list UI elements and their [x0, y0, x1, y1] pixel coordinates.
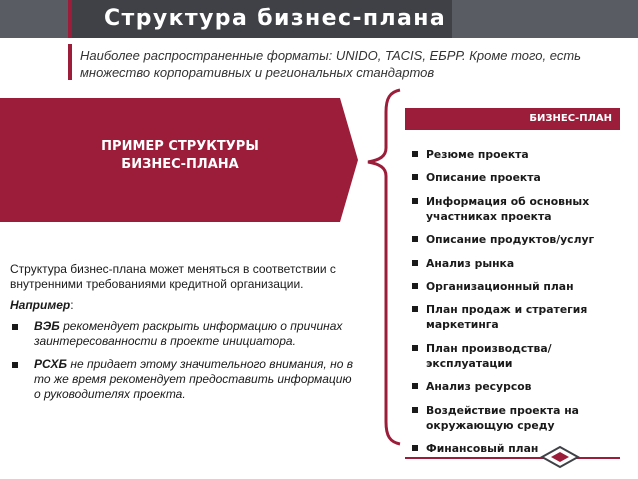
curly-brace-icon [360, 88, 405, 448]
plan-header: БИЗНЕС-ПЛАН [405, 108, 620, 130]
subtitle-accent-stripe [68, 44, 72, 80]
example-colon: : [70, 298, 74, 312]
org-name: ВЭБ [34, 319, 60, 333]
plan-item-label: Воздействие проекта на окружающую среду [426, 403, 579, 432]
bullet-icon [412, 151, 418, 157]
bullet-icon [412, 345, 418, 351]
example-structure-box [0, 98, 360, 222]
plan-item-label: Резюме проекта [426, 148, 529, 161]
list-item [410, 379, 625, 394]
list-item [410, 341, 625, 371]
bullet-icon [412, 260, 418, 266]
bullet-icon [412, 445, 418, 451]
example-box-label [80, 138, 280, 174]
bullet-icon [412, 407, 418, 413]
example-box-line2: БИЗНЕС-ПЛАНА [121, 157, 239, 172]
plan-item-label: Организационный план [426, 279, 574, 293]
list-item [410, 232, 625, 247]
plan-item-label: План продаж и стратегия маркетинга [426, 303, 588, 332]
bullet-icon [412, 236, 418, 242]
plan-item-label: Описание продуктов/услуг [426, 233, 595, 247]
subtitle: Наиболее распространенные форматы: UNIDO, TACIS, ЕБРР. Кроме того, есть множество корпоративных и региональных стандартов [80, 48, 581, 80]
bullet-icon [412, 383, 418, 389]
example-heading [10, 298, 360, 313]
plan-item-label: Финансовый план [426, 441, 539, 455]
org-name: РСХБ [34, 357, 68, 371]
plan-item-label: Анализ ресурсов [426, 380, 532, 394]
example-label: Например [10, 298, 71, 312]
bullet-icon [412, 198, 418, 204]
plan-item-label: Анализ рынка [426, 256, 515, 270]
plan-item-label: План производства/эксплуатации [426, 341, 552, 370]
list-item [10, 319, 360, 349]
org-list [10, 319, 360, 402]
list-item [410, 147, 625, 162]
bullet-icon [412, 283, 418, 289]
intro-text: Структура бизнес-плана может меняться в соответствии с внутренними требованиями кредитной организации. [10, 262, 336, 291]
page-title: Структура бизнес-плана [104, 6, 447, 31]
example-box-line1: ПРИМЕР СТРУКТУРЫ [101, 139, 259, 154]
bullet-icon [412, 174, 418, 180]
list-item [410, 403, 625, 433]
list-item [410, 302, 625, 332]
list-item [410, 256, 625, 271]
bullet-icon [12, 324, 18, 330]
list-item [410, 279, 625, 294]
bullet-icon [12, 362, 18, 368]
plan-list [410, 147, 625, 464]
list-item [410, 441, 625, 456]
bottom-divider [405, 457, 620, 459]
description-block [10, 262, 360, 410]
plan-item-label: Описание проекта [426, 171, 541, 185]
list-item [410, 194, 625, 224]
bullet-icon [412, 306, 418, 312]
org-text: не придает этому значительного внимания, но в то же время рекомендует предоставить информацию о руководителях проекта. [34, 357, 353, 401]
diamond-logo-icon [540, 445, 580, 469]
plan-item-label: Информация об основных участниках проекта [426, 194, 590, 223]
list-item [10, 357, 360, 402]
title-accent-stripe [68, 0, 72, 38]
list-item [410, 170, 625, 185]
org-text: рекомендует раскрыть информацию о причинах заинтересованности в проекте инициатора. [34, 319, 343, 348]
